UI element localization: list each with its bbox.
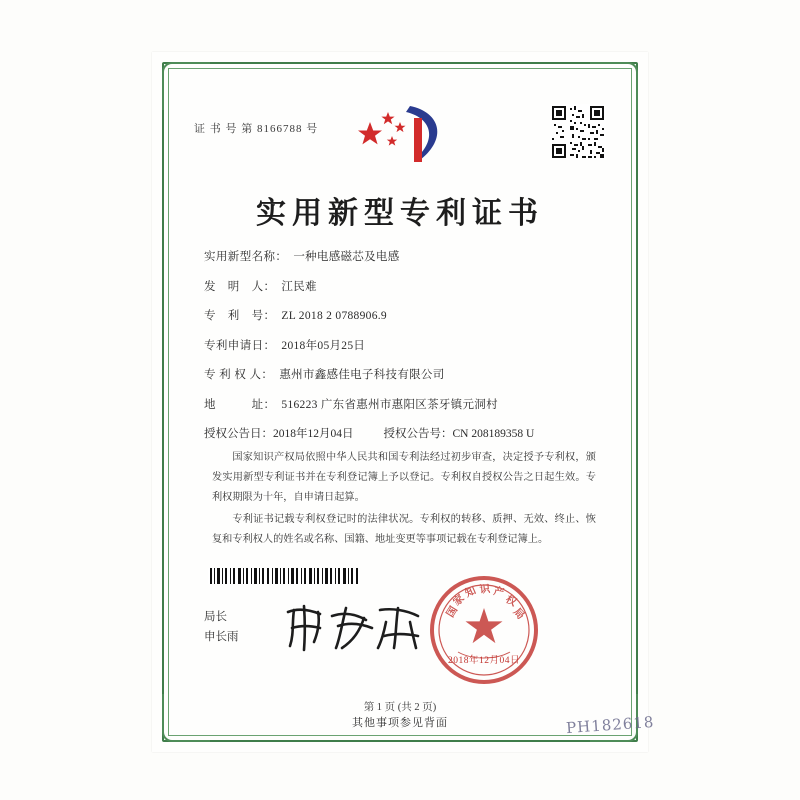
svg-text:国: 国 <box>444 604 461 620</box>
field-label: 发 明 人： <box>204 280 276 293</box>
footer-note: 其他事项参见背面 <box>352 717 448 729</box>
svg-text:识: 识 <box>479 582 491 596</box>
official-red-seal <box>428 574 540 686</box>
svg-text:产: 产 <box>492 585 506 600</box>
field-patentee <box>204 366 604 382</box>
handwritten-signature <box>280 600 440 656</box>
handwritten-reference-id: PH182618 <box>565 712 655 738</box>
certificate-sheet <box>152 52 648 752</box>
field-grant-date <box>204 425 354 441</box>
field-invention-name <box>204 248 604 264</box>
field-label: 授权公告号： <box>383 428 453 440</box>
field-inventor <box>204 278 604 294</box>
qr-code <box>550 104 606 160</box>
barcode <box>208 568 360 584</box>
svg-text:家: 家 <box>450 592 467 609</box>
svg-text:知: 知 <box>463 584 478 600</box>
seal-date: 2018年12月04日 <box>447 656 520 666</box>
field-value: 江民难 <box>281 280 317 293</box>
field-application-date <box>204 337 604 353</box>
field-value: CN 208189358 U <box>452 428 535 440</box>
field-label: 授权公告日： <box>204 428 273 440</box>
paragraph-grant-statement: 国家知识产权局依照中华人民共和国专利法经过初步审查，决定授予专利权，颁发实用新型专利证书并在专利登记簿上予以登记。专利权自授权公告之日起生效。专利权期限为十年，自申请日起算。 <box>212 452 596 503</box>
corner-ornament-top-left <box>162 62 210 110</box>
field-value: 惠州市鑫感佳电子科技有限公司 <box>279 369 445 381</box>
legal-text-block <box>212 448 596 551</box>
field-value: ZL 2018 2 0788906.9 <box>281 310 387 322</box>
director-name-label: 申长雨 <box>204 630 239 643</box>
field-value: 2018年05月25日 <box>281 339 366 352</box>
svg-text:权: 权 <box>503 593 519 609</box>
field-value: 一种电感磁芯及电感 <box>293 251 400 263</box>
field-label: 地 址： <box>204 398 276 411</box>
field-value: 516223 广东省惠州市惠阳区茶牙镇元洞村 <box>281 398 498 411</box>
svg-text:局: 局 <box>510 605 527 622</box>
page-indicator: 第 1 页 (共 2 页) <box>363 702 437 713</box>
signature-labels <box>204 608 239 647</box>
field-grant-number <box>384 425 535 441</box>
field-label: 专 利 号： <box>204 310 276 322</box>
field-value: 2018年12月04日 <box>273 428 354 440</box>
page-title: 实用新型专利证书 <box>256 196 544 231</box>
certificate-number: 证 书 号 第 8166788 号 <box>194 123 319 135</box>
field-label: 专 利 权 人： <box>204 369 274 381</box>
corner-ornament-top-right <box>590 62 638 110</box>
field-label: 专利申请日： <box>204 339 276 352</box>
director-title-label: 局长 <box>204 611 227 623</box>
field-label: 实用新型名称： <box>204 251 288 263</box>
field-list <box>204 248 604 455</box>
field-patent-number <box>204 307 604 323</box>
field-address <box>204 396 604 412</box>
field-grant-row <box>204 425 604 441</box>
patent-office-emblem-icon <box>348 100 452 168</box>
paragraph-registry-statement: 专利证书记载专利权登记时的法律状况。专利权的转移、质押、无效、终止、恢复和专利权人的姓名或名称、国籍、地址变更等事项记载在专利登记簿上。 <box>212 513 596 545</box>
